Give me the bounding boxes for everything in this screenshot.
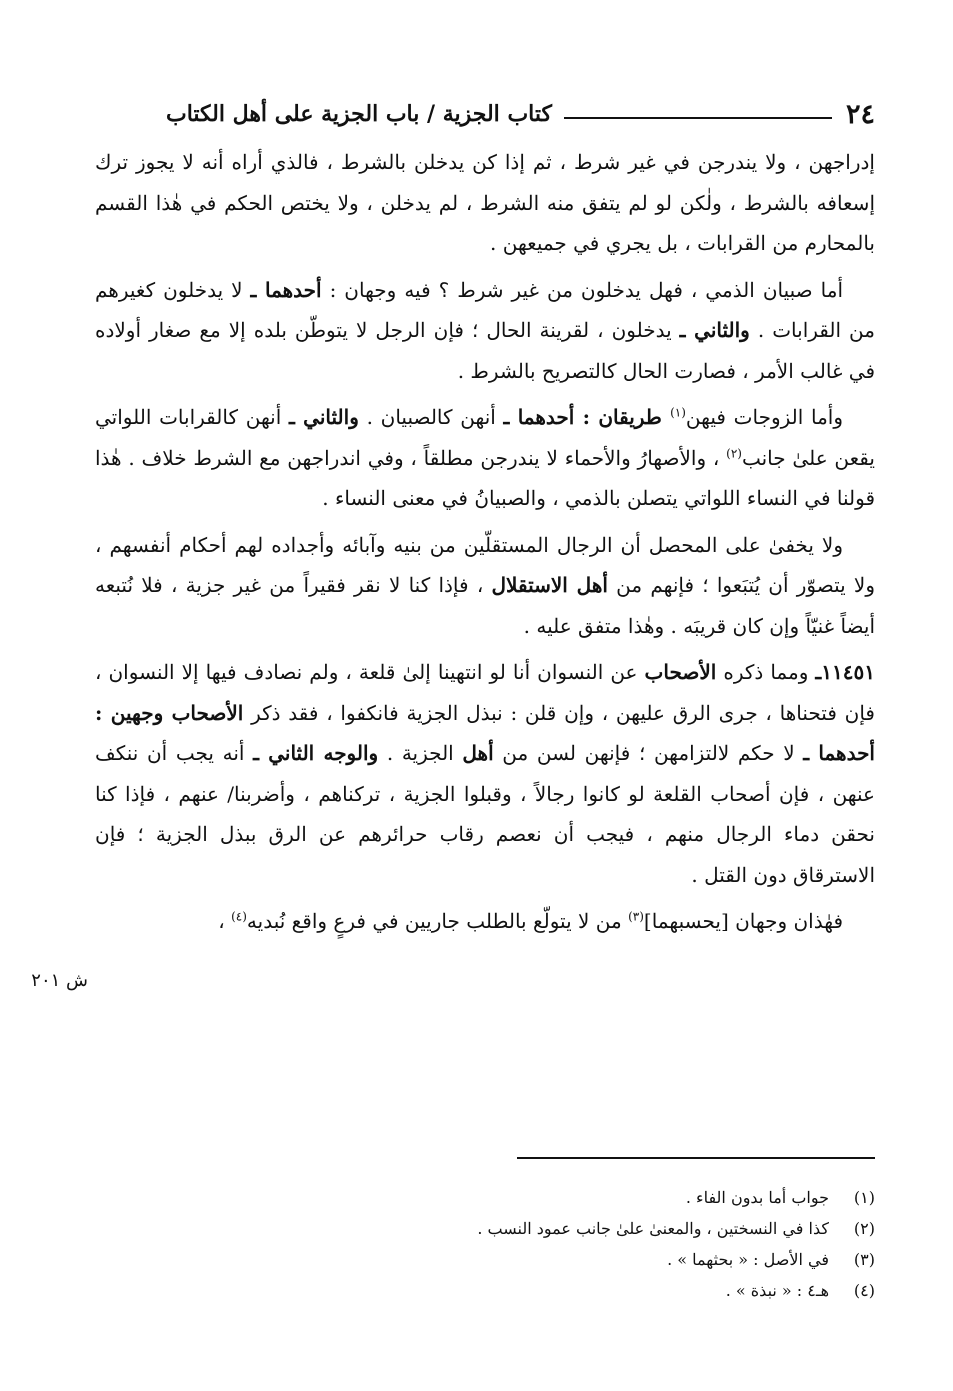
paragraph-2: أما صبيان الذمي ، فهل يدخلون من غير شرط ؟ فيه وجهان : أحدهما ـ لا يدخلون كغيرهم من القرابات . والثاني ـ يدخلون ، لقرينة الحال ؛ فإن الرجل لا يتوطّن بلده إلا مع صغار أولاده في غالب الأمر ، فصارت الحال كالتصريح بالشرط . (95, 277, 875, 383)
page-number: ٢٤ (845, 98, 875, 130)
footnote-ref-1: (١) (670, 405, 686, 420)
paragraph-4: ولا يخفىٰ على المحصل أن الرجال المستقلّين من بنيه وآبائه وأجداده لهم أحكام أنفسهم ، ولا يتصوّر أن يُتبَعوا ؛ فإنهم من أهل الاستقلال ، فإذا كنا لا نقر فقيراً من غير جزية ، فلا نُتبعه أيضاً غنيّاً وإن كان قريبَه . وهٰذا متفق عليه . (95, 532, 875, 638)
body-text (95, 142, 875, 948)
footnote-ref-3: (٣) (628, 909, 644, 924)
page-header (95, 92, 875, 136)
paragraph-1: إدراجهن ، ولا يندرجن في غير شرط ، ثم إذا كن يدخلن بالشرط ، فالذي أراه أنه لا يجوز ترك إسعافه بالشرط ، ولٰكن لو لم يتفق منه الشرط ، لم يدخلن ، ولا يختص الحكم في هٰذا القسم بالمحارم من القرابات ، بل يجري في جميعهن . (95, 150, 875, 255)
footnote-separator (517, 1157, 875, 1159)
paragraph-5: ١١٤٥١ـ ومما ذكره الأصحاب عن النسوان أنا لو انتهينا إلىٰ قلعة ، ولم نصادف فيها إلا النسوان ، فإن فتحناها ، جرى الرق عليهن ، وإن قلن : نبذل الجزية فانكفوا ، فقد ذكر الأصحاب وجهين : أحدهما ـ لا حكم لالتزامهن ؛ فإنهن لسن من أهل الجزية . والوجه الثاني ـ أنه يجب أن ننكف عنهن ، فإن أصحاب القلعة لو كانوا رجالاً ، وقبلوا الجزية ، تركناهم ، وأضربنا/ عنهم ، فإذا كنا نحقن دماء الرجال منهم ، فيجب أن نعصم رقاب حرائرهم عن الرق ببذل الجزية ؛ فإن الاسترقاق دون القتل . (95, 660, 875, 887)
footnote: (٣) في الأصل : « بحثهما » . (667, 1250, 875, 1269)
footnote: (٤) هـ٤ : « نبذة » . (725, 1281, 875, 1300)
footnote: (١) جواب أما بدون الفاء . (685, 1188, 875, 1207)
running-title: كتاب الجزية / باب الجزية على أهل الكتاب (165, 101, 552, 127)
footnotes (95, 1182, 875, 1306)
header-rule (564, 117, 832, 119)
manuscript-folio-note: ش ٢٠١ (31, 970, 88, 991)
footnote: (٢) كذا في النسختين ، والمعنىٰ علىٰ جانب عمود النسب . (477, 1219, 875, 1238)
footnote-ref-4: (٤) (231, 909, 247, 924)
paragraph-3: وأما الزوجات فيهن$^{(١)}$ طريقان : أحدهما ـ أنهن كالصبيان . والثاني ـ أنهن كالقرابات اللواتي يقعن علىٰ جانب$^{(٢)}$ ، والأصهارُ والأحماء لا يندرجن مطلقاً ، وفي اندراجهن مع الشرط خلاف . هٰذا قولنا في النساء اللواتي يتصلن بالذمي ، والصبيانُ في معنى النساء . (95, 405, 875, 510)
issue-number: ١١٤٥١ـ (815, 660, 875, 684)
paragraph-6: فهٰذان وجهان [يحسبهما]$^{(٣)}$ من لا يتولّع بالطلب جاريين في فرعٍ واقع نُبديه$^{(٤)}$ ، (218, 909, 843, 933)
footnote-ref-2: (٢) (726, 445, 742, 460)
